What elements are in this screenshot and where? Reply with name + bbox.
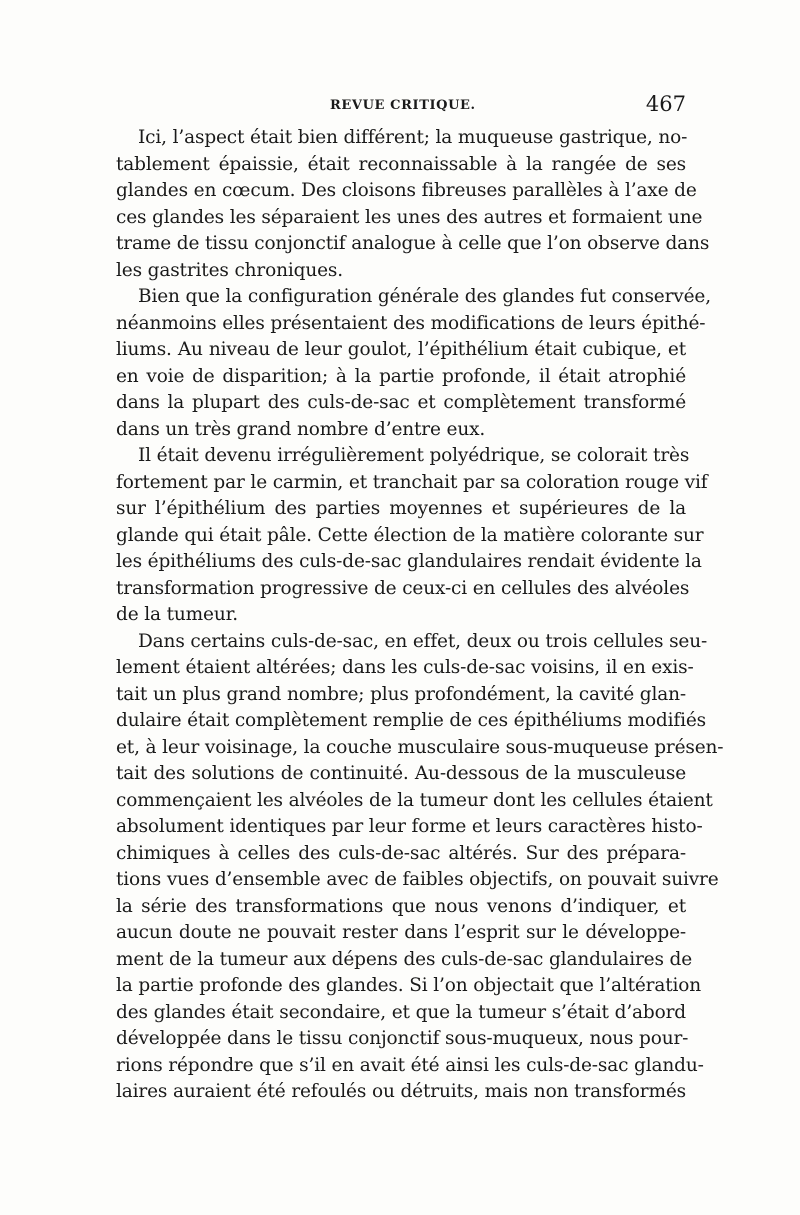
text-line: et, à leur voisinage, la couche musculaire sous-muqueuse présen-	[116, 736, 724, 758]
paragraph	[116, 125, 710, 284]
text-line: absolument identiques par leur forme et leurs caractères histo-	[116, 816, 703, 837]
text-line: aucun doute ne pouvait rester dans l’esprit sur le développe-	[116, 922, 686, 943]
text-line: glande qui était pâle. Cette élection de la matière colorante sur	[116, 524, 704, 546]
running-title: REVUE CRITIQUE.	[330, 98, 476, 113]
text-line: dulaire était complètement remplie de ces épithéliums modifiés	[116, 710, 706, 731]
text-line: glandes en cœcum. Des cloisons fibreuses parallèles à l’axe de	[116, 180, 697, 201]
text-line: dans un très grand nombre d’entre eux.	[116, 418, 486, 440]
text-line: Dans certains culs-de-sac, en effet, deux ou trois cellules seu-	[138, 630, 708, 652]
text-line: tait un plus grand nombre; plus profondément, la cavité glan-	[116, 683, 686, 705]
text-line: liums. Au niveau de leur goulot, l’épithélium était cubique, et	[116, 339, 686, 360]
text-line: laires auraient été refoulés ou détruits, mais non transformés	[116, 1081, 686, 1102]
text-line: fortement par le carmin, et tranchait par sa coloration rouge vif	[116, 471, 708, 493]
paragraph	[116, 284, 711, 443]
text-line: tions vues d’ensemble avec de faibles objectifs, on pouvait suivre	[116, 869, 719, 890]
text-line: ces glandes les séparaient les unes des autres et formaient une	[116, 206, 703, 228]
text-line: rions répondre que s’il en avait été ainsi les culs-de-sac glandu-	[116, 1054, 704, 1076]
text-line: les gastrites chroniques.	[116, 259, 343, 281]
text-line: commençaient les alvéoles de la tumeur dont les cellules étaient	[116, 789, 713, 811]
text-line: chimiques à celles des culs-de-sac altérés. Sur des prépara-	[116, 842, 686, 864]
text-line: sur l’épithélium des parties moyennes et supérieures de la	[116, 498, 686, 519]
text-line: de la tumeur.	[116, 604, 238, 625]
text-line: dans la plupart des culs-de-sac et complètement transformé	[116, 392, 686, 413]
paragraph	[116, 443, 708, 629]
body-text	[116, 125, 724, 1106]
text-line: Bien que la configuration générale des glandes fut conservée,	[138, 286, 711, 307]
running-header	[116, 92, 686, 122]
text-line: lement étaient altérées; dans les culs-de-sac voisins, il en exis-	[116, 657, 694, 678]
paragraph	[116, 629, 724, 1106]
text-line: développée dans le tissu conjonctif sous-muqueux, nous pour-	[116, 1028, 689, 1049]
text-line: Il était devenu irrégulièrement polyédrique, se colorait très	[138, 445, 690, 466]
text-line: la série des transformations que nous venons d’indiquer, et	[116, 895, 686, 917]
text-line: la partie profonde des glandes. Si l’on objectait que l’altération	[116, 975, 702, 996]
text-line: transformation progressive de ceux-ci en cellules des alvéoles	[116, 577, 690, 599]
text-line: tablement épaissie, était reconnaissable à la rangée de ses	[116, 153, 686, 175]
text-line: néanmoins elles présentaient des modifications de leurs épithé-	[116, 312, 706, 334]
page-number: 467	[645, 92, 686, 116]
text-line: trame de tissu conjonctif analogue à celle que l’on observe dans	[116, 233, 710, 254]
text-line: en voie de disparition; à la partie profonde, il était atrophié	[116, 365, 686, 387]
text-line: ment de la tumeur aux dépens des culs-de-sac glandulaires de	[116, 948, 693, 970]
text-line: les épithéliums des culs-de-sac glandulaires rendait évidente la	[116, 551, 702, 572]
text-line: tait des solutions de continuité. Au-dessous de la musculeuse	[116, 763, 686, 784]
text-line: des glandes était secondaire, et que la tumeur s’était d’abord	[116, 1001, 686, 1023]
text-line: Ici, l’aspect était bien différent; la muqueuse gastrique, no-	[138, 127, 688, 148]
